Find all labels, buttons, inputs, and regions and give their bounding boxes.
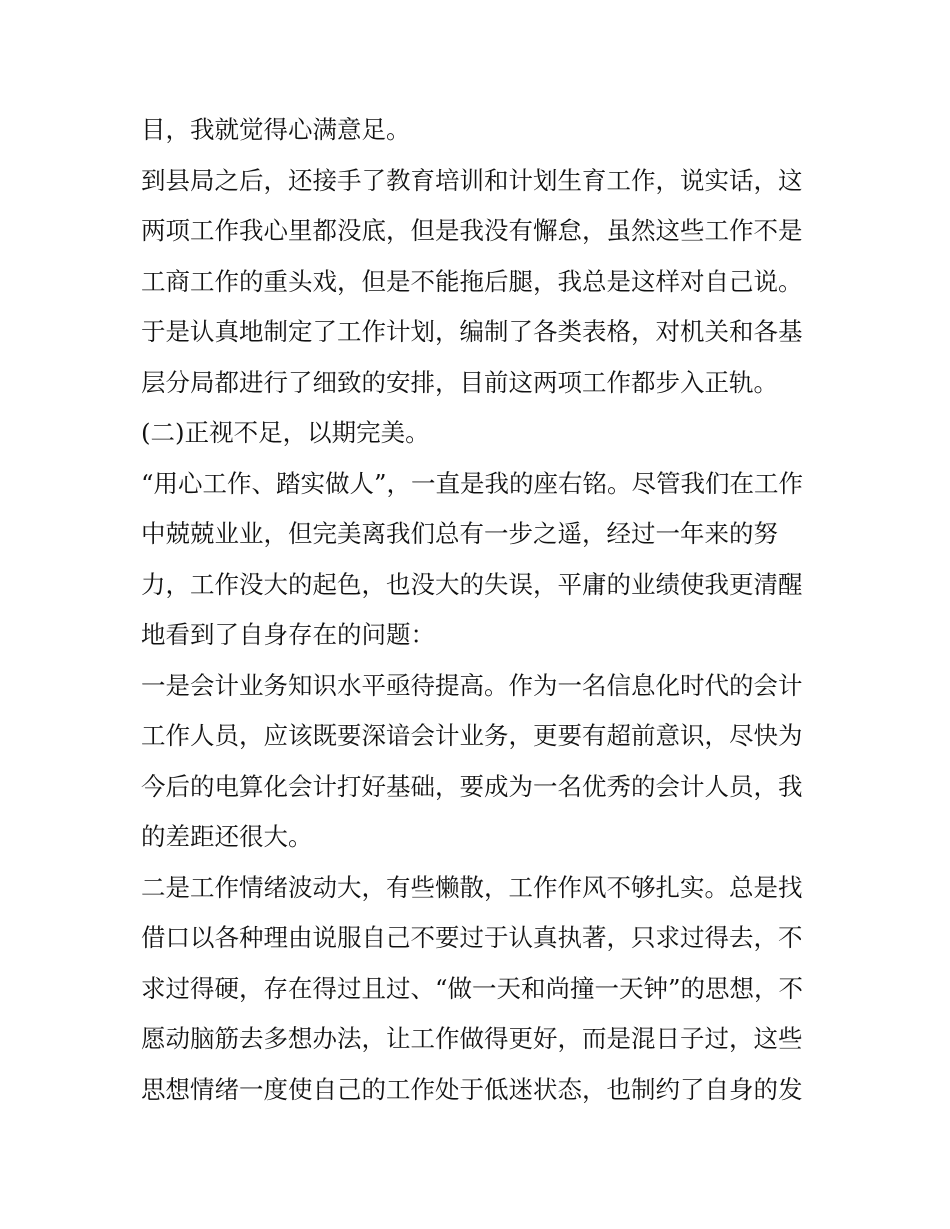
text-line: 工商工作的重头戏，但是不能拖后腿，我总是这样对自己说。 xyxy=(141,266,803,296)
text-line: 于是认真地制定了工作计划，编制了各类表格，对机关和各基 xyxy=(141,317,803,346)
text-line: 到县局之后，还接手了教育培训和计划生育工作，说实话，这 xyxy=(141,165,803,195)
text-line: 层分局都进行了细致的安排，目前这两项工作都步入正轨。 xyxy=(141,367,778,397)
section-heading: (二)正视不足，以期完美。 xyxy=(141,418,430,447)
text-line: “用心工作、踏实做人”，一直是我的座右铭。尽管我们在工作 xyxy=(141,468,804,498)
text-line: 一是会计业务知识水平亟待提高。作为一名信息化时代的会计 xyxy=(141,670,803,700)
text-line: 力，工作没大的起色，也没大的失误，平庸的业绩使我更清醒 xyxy=(141,569,803,599)
text-line: 工作人员，应该既要深谙会计业务，更要有超前意识，尽快为 xyxy=(141,721,803,750)
text-line: 求过得硬，存在得过且过、“做一天和尚撞一天钟”的思想，不 xyxy=(141,973,804,1003)
text-line: 的差距还很大。 xyxy=(141,822,313,851)
text-line: 二是工作情绪波动大，有些懒散，工作作风不够扎实。总是找 xyxy=(141,872,803,902)
document-body xyxy=(141,105,821,1115)
text-line: 思想情绪一度使自己的工作处于低迷状态，也制约了自身的发 xyxy=(141,1074,803,1104)
text-line: 目，我就觉得心满意足。 xyxy=(141,115,411,144)
text-line: 借口以各种理由说服自己不要过于认真执著，只求过得去，不 xyxy=(141,923,803,952)
text-line: 中兢兢业业，但完美离我们总有一步之遥，经过一年来的努 xyxy=(141,519,778,548)
text-line: 愿动脑筋去多想办法，让工作做得更好，而是混日子过，这些 xyxy=(141,1024,803,1053)
text-line: 两项工作我心里都没底，但是我没有懈怠，虽然这些工作不是 xyxy=(141,216,803,245)
text-line: 今后的电算化会计打好基础，要成为一名优秀的会计人员，我 xyxy=(141,771,803,801)
text-line: 地看到了自身存在的问题： xyxy=(141,620,435,649)
